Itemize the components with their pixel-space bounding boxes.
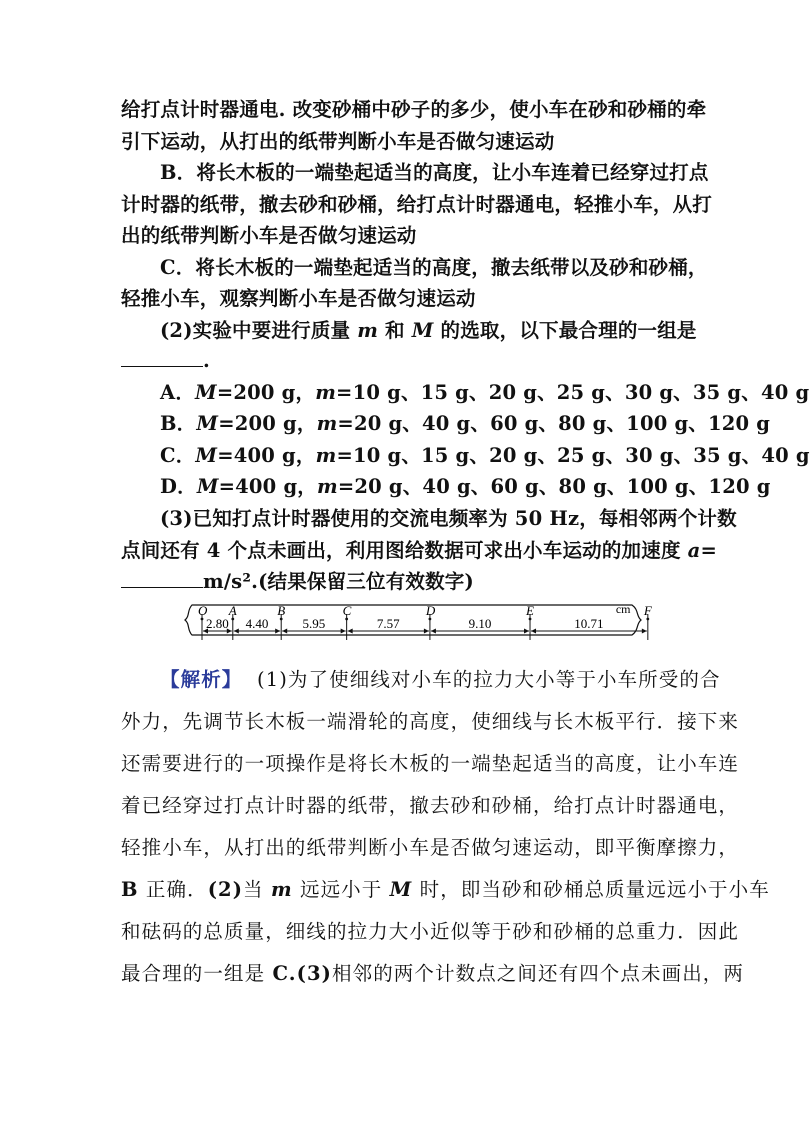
explanation-line-8 (121, 960, 744, 988)
explanation-line-2: 外力，先调节长木板一端滑轮的高度，使细线与长木板平行．接下来 (121, 710, 740, 733)
question-3-line-1: (3)已知打点计时器使用的交流电频率为 50 Hz，每相邻两个计数 (160, 507, 737, 530)
explanation-line-5: 轻推小车，从打出的纸带判断小车是否做匀速运动，即平衡摩擦力， (121, 836, 740, 859)
q3-answer-blank[interactable] (121, 569, 203, 588)
tape-point-label: C (342, 603, 352, 618)
explanation-text: (1)为了使细线对小车的拉力大小等于小车所受的合 (257, 668, 721, 691)
choice-m-values: =20 g、40 g、60 g、80 g、100 g、120 g (337, 475, 771, 498)
tape-dot (529, 618, 532, 621)
choice-M-label: M (196, 475, 219, 498)
tape-arrow-left (282, 629, 287, 634)
question-3-line-2 (121, 537, 717, 565)
answer-c-part-3: C.(3) (272, 962, 332, 985)
choice-M-value: =400 g， (217, 444, 316, 467)
tape-segment-label: 5.95 (302, 616, 326, 631)
q2-answer-line (121, 347, 210, 375)
choice-M-label: M (195, 444, 218, 467)
tape-dot (201, 618, 204, 621)
q3-unit-text: m/s².(结果保留三位有效数字) (203, 570, 474, 593)
explanation-line-6 (121, 876, 770, 904)
option-b-line-2: 计时器的纸带，撤去砂和砂桶，给打点计时器通电，轻推小车，从打 (121, 193, 713, 216)
option-b-line-3: 出的纸带判断小车是否做匀速运动 (121, 224, 417, 247)
text: 当 (243, 878, 271, 901)
choice-m-label: m (315, 381, 337, 404)
tape-dot (280, 618, 283, 621)
tape-arrow-left (531, 629, 536, 634)
tape-arrow-left (234, 629, 239, 634)
text: 最合理的一组是 (121, 962, 273, 985)
tape-arrow-right (642, 629, 647, 634)
choice-a (160, 379, 809, 407)
tape-point-label: O (198, 603, 208, 618)
q2-text-post: 的选取，以下最合理的一组是 (433, 319, 697, 342)
choice-m-label: m (316, 475, 338, 498)
tape-arrow-right (275, 629, 280, 634)
tape-dot (646, 618, 649, 621)
choice-M-label: M (196, 412, 219, 435)
tape-arrow-right (424, 629, 429, 634)
q2-period: . (203, 349, 210, 372)
choice-m-values: =20 g、40 g、60 g、80 g、100 g、120 g (337, 412, 771, 435)
tape-point-label: E (526, 603, 534, 618)
tape-segment-label: 7.57 (376, 616, 400, 631)
choice-M-value: =200 g， (218, 412, 317, 435)
choice-letter: C． (160, 444, 196, 467)
tape-dot (345, 618, 348, 621)
q2-var-m: m (357, 319, 379, 342)
choice-letter: B． (160, 412, 197, 435)
choice-m-label: m (315, 444, 337, 467)
question-3-line-3 (121, 568, 474, 596)
option-c-line-2: 轻推小车，观察判断小车是否做匀速运动 (121, 287, 476, 310)
choice-M-value: =200 g， (216, 381, 316, 404)
choice-M-label: M (195, 381, 217, 404)
choice-m-label: m (316, 412, 338, 435)
var-m: m (270, 878, 293, 901)
tape-arrow-right (341, 629, 346, 634)
text: 相邻的两个计数点之间还有四个点未画出，两 (332, 962, 745, 985)
tape-dot (429, 618, 432, 621)
tape-arrow-left (348, 629, 353, 634)
choice-d (160, 473, 771, 501)
paper-tape-diagram (184, 600, 652, 652)
text: 正确． (138, 878, 208, 901)
explanation-line-1 (160, 666, 721, 694)
choice-m-values: =10 g、15 g、20 g、25 g、30 g、35 g、40 g (336, 381, 810, 404)
tape-segment-label: 9.10 (468, 616, 492, 631)
tape-segment-label: 10.71 (574, 616, 604, 631)
explanation-line-4: 着已经穿过打点计时器的纸带，撤去砂和砂桶，给打点计时器通电， (121, 794, 740, 817)
q3-var-a: a (687, 539, 701, 562)
q2-text-and: 和 (378, 319, 412, 342)
choice-m-values: =10 g、15 g、20 g、25 g、30 g、35 g、40 g (336, 444, 810, 467)
choice-b (160, 410, 770, 438)
explanation-tag: 【解析】 (160, 668, 243, 691)
tape-point-label: B (277, 603, 286, 618)
tape-arrow-left (431, 629, 436, 634)
option-a-line-2: 引下运动，从打出的纸带判断小车是否做匀速运动 (121, 130, 555, 153)
explanation-line-3: 还需要进行的一项操作是将长木板的一端垫起适当的高度，让小车连 (121, 752, 740, 775)
q2-answer-blank[interactable] (121, 348, 203, 367)
tape-point-label: D (425, 603, 436, 618)
q3-text: 点间还有 4 个点未画出，利用图给数据可求出小车运动的加速度 (121, 539, 688, 562)
q3-equals: = (700, 539, 718, 562)
choice-c (160, 442, 810, 470)
text: 远远小于 (292, 878, 390, 901)
text: 时，即当砂和砂桶总质量远远小于小车 (412, 878, 770, 901)
explanation-line-7: 和砝码的总质量，细线的拉力大小近似等于砂和砂桶的总重力．因此 (121, 920, 740, 943)
choice-M-value: =400 g， (218, 475, 317, 498)
tape-arrow-right (524, 629, 529, 634)
option-c-line-1: C．将长木板的一端垫起适当的高度，撤去纸带以及砂和砂桶， (160, 256, 708, 279)
tape-point-label: A (228, 603, 237, 618)
option-b-line-1: B．将长木板的一端垫起适当的高度，让小车连着已经穿过打点 (160, 161, 709, 184)
choice-letter: D． (160, 475, 197, 498)
tape-segment-label: 2.80 (206, 616, 229, 631)
option-a-line-1: 给打点计时器通电. 改变砂桶中砂子的多少，使小车在砂和砂桶的牵 (121, 98, 707, 121)
tape-segment-label: 4.40 (245, 616, 269, 631)
tape-dot (231, 618, 234, 621)
tape-unit-label: cm (615, 602, 631, 616)
part-2-label: (2) (207, 878, 244, 901)
question-2 (160, 317, 697, 345)
choice-letter: A． (160, 381, 196, 404)
var-M: M (389, 878, 413, 901)
q2-text-pre: (2)实验中要进行质量 (160, 319, 358, 342)
answer-b: B (121, 878, 139, 901)
q2-var-M: M (411, 319, 434, 342)
tape-point-label: F (643, 603, 652, 618)
